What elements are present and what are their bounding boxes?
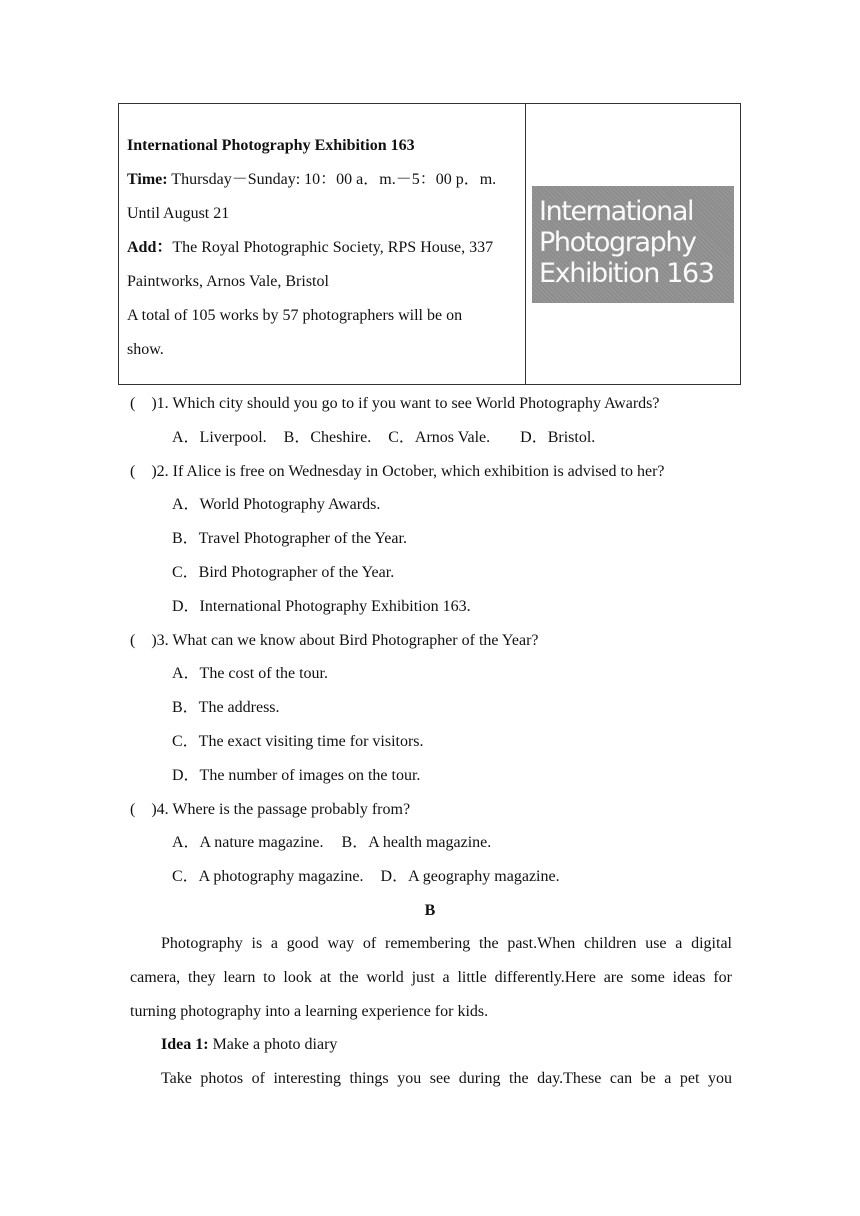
option: C．A photography magazine. <box>172 868 364 886</box>
exhibition-until: Until August 21 <box>127 205 230 222</box>
questions-block <box>0 387 860 928</box>
question-4-stem: ( )4. Where is the passage probably from? <box>130 800 411 818</box>
question-1-stem: ( )1. Which city should you go to if you want to see World Photography Awards? <box>130 395 660 412</box>
section-b-heading: B <box>424 901 436 919</box>
option: A．Liverpool. <box>172 428 267 446</box>
exhibition-works-line1: A total of 105 works by 57 photographers will be on <box>127 307 463 324</box>
option: C．Arnos Vale. <box>388 428 491 446</box>
exhibition-title: International Photography Exhibition 163 <box>127 137 415 154</box>
paragraph-line: Take photos of interesting things you see during the day.These can be a pet you <box>161 1070 732 1088</box>
exhibition-address-cont: Paintworks, Arnos Vale, Bristol <box>127 273 329 290</box>
option: D．Bristol. <box>520 428 596 446</box>
idea-1-heading <box>130 1028 732 1062</box>
option: A．World Photography Awards. <box>172 496 381 514</box>
exhibition-title-line <box>127 129 525 163</box>
address-label: Add： <box>127 239 173 256</box>
paragraph-line: turning photography into a learning experience for kids. <box>130 1002 489 1020</box>
logo-line: International <box>539 196 694 227</box>
exhibition-logo-image <box>532 186 734 303</box>
option: A．A nature magazine. <box>172 834 324 852</box>
exhibition-time-line <box>127 163 525 197</box>
option: A．The cost of the tour. <box>172 665 328 683</box>
address-value: The Royal Photographic Society, RPS House, 337 <box>172 239 494 256</box>
option: B．Cheshire. <box>283 428 372 446</box>
question-1-options <box>0 421 860 455</box>
exhibition-logo-cell <box>526 104 740 384</box>
exhibition-details <box>119 104 526 384</box>
paragraph-line: camera, they learn to look at the world just a little differently.Here are some ideas for <box>130 968 732 986</box>
exhibition-works-line2: show. <box>127 341 164 358</box>
option: B．A health magazine. <box>341 834 492 852</box>
exhibition-info-table <box>118 103 741 385</box>
option: D．International Photography Exhibition 163. <box>172 597 471 615</box>
question-4-options-row-1 <box>0 826 860 860</box>
logo-line: Photography <box>539 227 696 258</box>
question-4-options-row-2 <box>0 860 860 894</box>
question-2-stem: ( )2. If Alice is free on Wednesday in October, which exhibition is advised to her? <box>130 462 665 480</box>
idea-1-label: Idea 1: <box>161 1036 209 1054</box>
option: D．A geography magazine. <box>380 868 560 886</box>
option: D．The number of images on the tour. <box>172 766 421 784</box>
time-label: Time: <box>127 171 168 188</box>
option: C．Bird Photographer of the Year. <box>172 563 395 581</box>
option: B．Travel Photographer of the Year. <box>172 530 407 548</box>
option: B．The address. <box>172 699 280 717</box>
exhibition-address-line <box>127 231 525 265</box>
section-b-passage <box>130 927 732 1096</box>
idea-1-text: Make a photo diary <box>208 1036 338 1054</box>
time-value: Thursday－Sunday: 10：00 a．m.－5：00 p．m. <box>167 171 497 188</box>
paragraph-line: Photography is a good way of remembering the past.When children use a digital <box>161 935 732 952</box>
option: C．The exact visiting time for visitors. <box>172 732 424 750</box>
logo-line: Exhibition 163 <box>539 258 714 289</box>
question-3-stem: ( )3. What can we know about Bird Photographer of the Year? <box>130 631 539 649</box>
